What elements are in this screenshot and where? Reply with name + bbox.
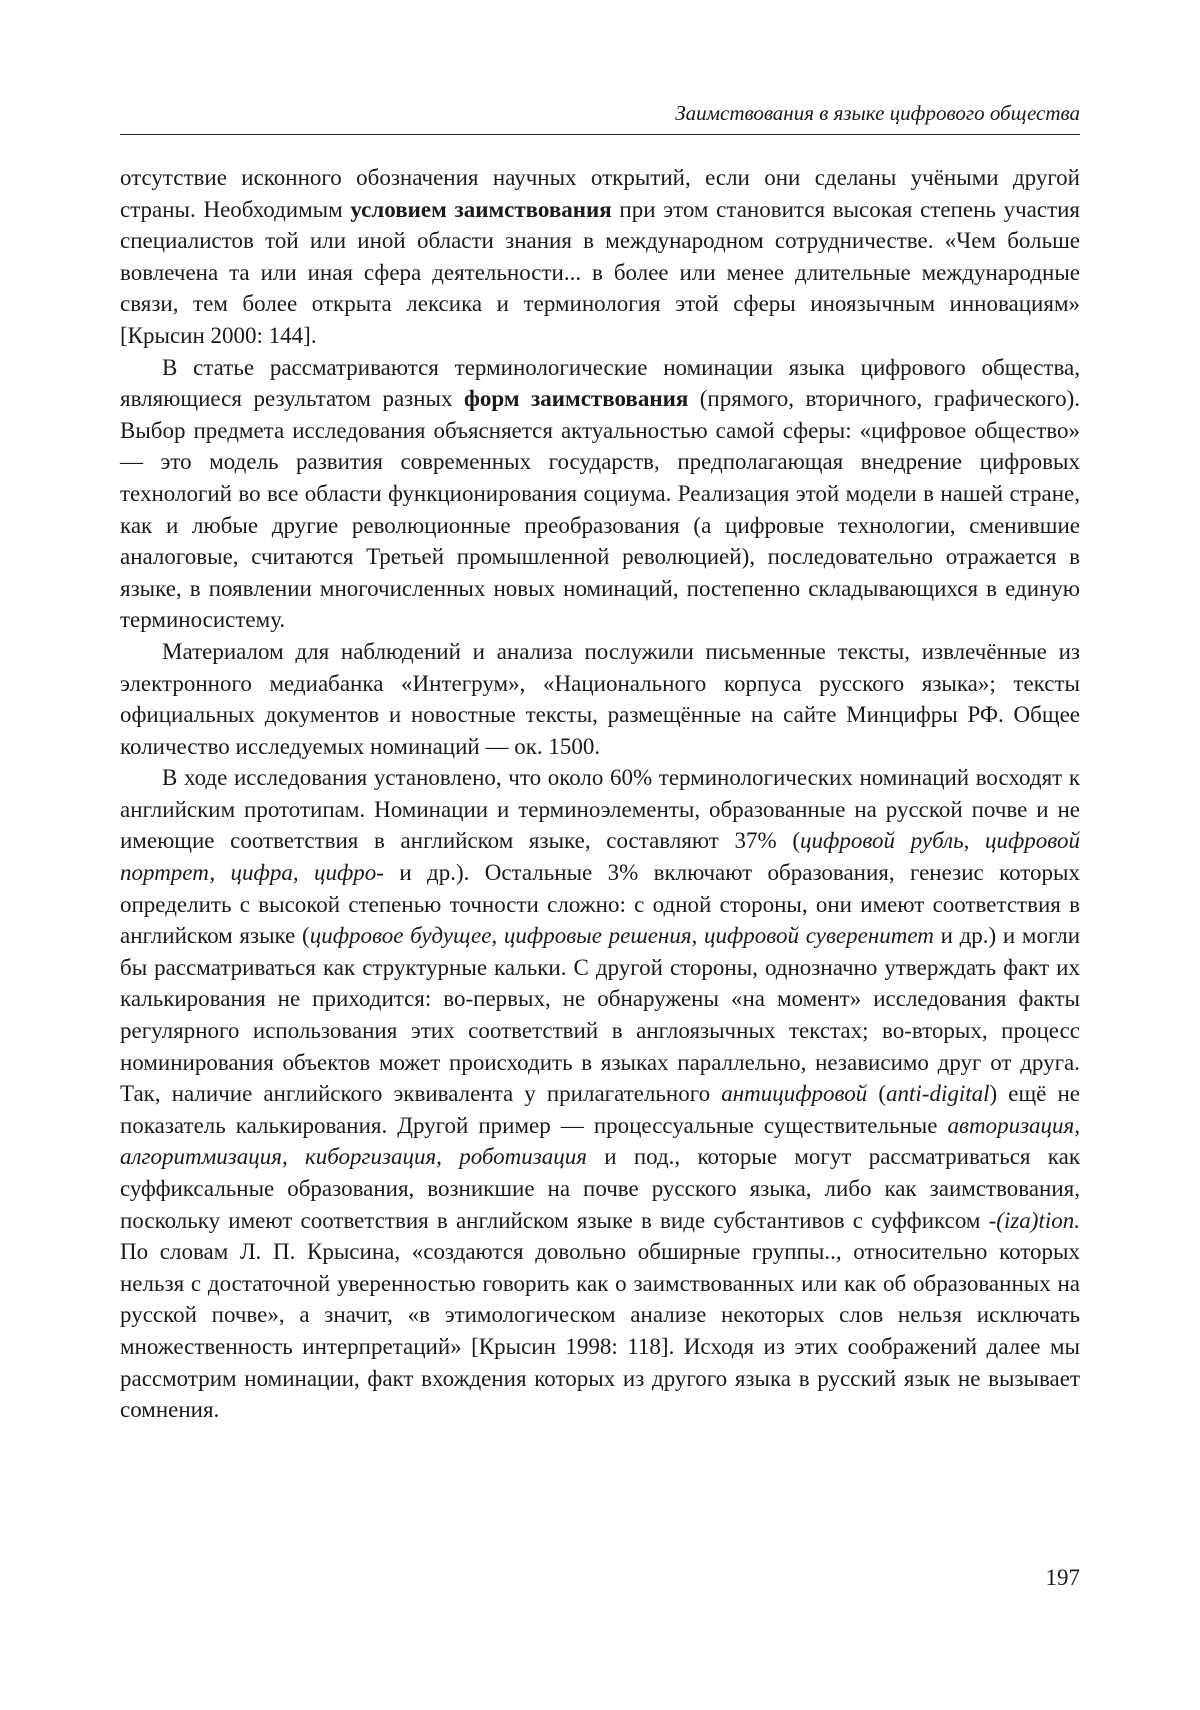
- paragraph: [120, 162, 1080, 352]
- text-run: и др.) и могли бы рассматриваться как структурные кальки. С другой стороны, однозначно утверждать факт их калькирования не приходится: во-первых, не обнаружены «на момент» исследования факты регулярного использования этих соответствий в англоязычных текстах; во-вторых, процесс номинирования объектов может происходить в языках параллельно, независимо друг от друга. Так, наличие английского эквивалента у прилагательного: [120, 923, 1081, 1107]
- text-run: (прямого, вторичного, графического). Выбор предмета исследования объясняется актуальностью самой сферы: «цифровое общество» — это модель развития современных государств, предполагающая внедрение цифровых технологий во все области функционирования социума. Реализация этой модели в нашей стране, как и любые другие революционные преобразования (а цифровые технологии, сменившие аналоговые, считаются Третьей промышленной революцией), последовательно отражается в языке, в появлении многочисленных новых номинаций, постепенно складывающихся в единую терминосистему.: [120, 386, 1080, 633]
- bold-term: условием заимствования: [350, 196, 612, 222]
- text-run: В ходе исследования установлено, что около 60% терминологических номинаций восходят к английским прототипам. Номинации и терминоэлементы, образованные на русской почве и не имеющие соответствия в английском языке, составляют 37% (: [120, 765, 1080, 854]
- text-run: и под., которые могут рассматриваться как суффиксальные образования, возникшие на почве русского языка, либо как заимствования, поскольку имеют соответствия в английском языке в виде субстантивов с суффиксом: [120, 1144, 1080, 1233]
- page-number: 197: [1045, 1565, 1080, 1590]
- text-run: По словам Л. П. Крысина, «создаются довольно обширные группы.., относительно которых нельзя с достаточной уверенностью говорить как о заимствованных или как об образованных на русской почве», а значит, «в этимологическом анализе некоторых слов нельзя исключать множественность интерпретаций» [Крысин 1998: 118]. Исходя из этих соображений далее мы рассмотрим номинации, факт вхождения которых из другого языка в русский язык не вызывает сомнения.: [120, 1239, 1080, 1423]
- bold-term: форм заимствования: [464, 386, 689, 412]
- text-run: ) ещё не показатель калькирования. Другой пример — процессуальные существительные: [120, 1081, 1080, 1138]
- text-run: Материалом для наблюдений и анализа послужили письменные тексты, извлечённые из электронного медиабанка «Интегрум», «Национального корпуса русского языка»; тексты официальных документов и новостные тексты, размещённые на сайте Минцифры РФ. Общее количество исследуемых номинаций — ок. 1500.: [120, 638, 1080, 759]
- italic-example: цифровое будущее, цифровые решения, цифровой суверенитет: [309, 923, 934, 949]
- running-head: Заимствования в языке цифрового общества: [675, 101, 1080, 125]
- header-rule: [120, 134, 1080, 135]
- paragraph: [120, 352, 1080, 636]
- italic-example: цифровой рубль, цифровой портрет, цифра, цифро-: [120, 828, 1080, 886]
- italic-example: -(iza)tion.: [988, 1207, 1080, 1233]
- text-run: при этом становится высокая степень участия специалистов той или иной области знания в международном сотрудничестве. «Чем больше вовлечена та или иная сфера деятельности... в более или менее длительные международные связи, тем более открыта лексика и терминология этой сферы иноязычным инновациям» [Крысин 2000: 144].: [120, 196, 1081, 348]
- paragraph: [120, 636, 1080, 762]
- body-text: [120, 162, 1080, 1426]
- italic-example: антицифровой: [721, 1081, 868, 1107]
- italic-example: авторизация, алгоритмизация, киборгизация, роботизация: [120, 1112, 1080, 1170]
- text-run: В статье рассматриваются терминологические номинации языка цифрового общества, являющиеся результатом разных: [120, 354, 1080, 412]
- text-run: (: [867, 1081, 886, 1107]
- text-run: и др.). Остальные 3% включают образования, генезис которых определить с высокой степенью точности сложно: с одной стороны, они имеют соответствия в английском языке (: [120, 860, 1080, 949]
- paragraph: [120, 762, 1080, 1425]
- text-run: отсутствие исконного обозначения научных открытий, если они сделаны учёными другой страны. Необходимым: [120, 165, 1080, 222]
- italic-example: anti-digital: [886, 1081, 990, 1107]
